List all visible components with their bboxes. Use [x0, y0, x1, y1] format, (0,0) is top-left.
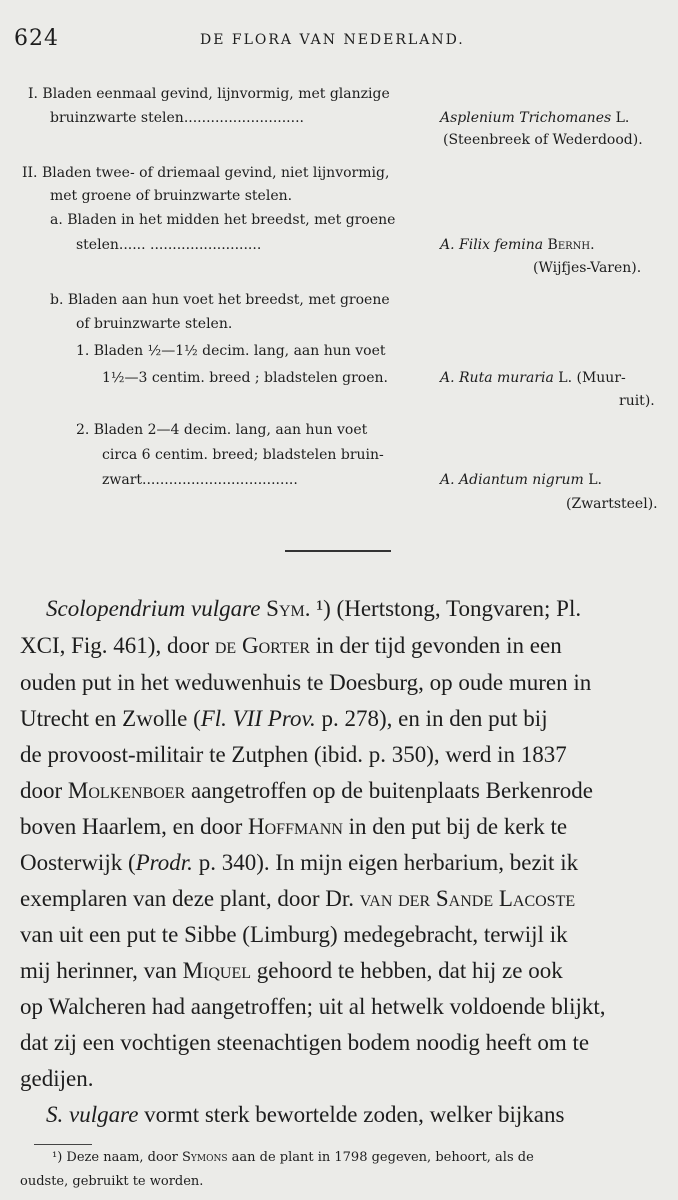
key-IIb2-line2: circa 6 centim. breed; bladstelen bruin-	[102, 447, 384, 463]
key-IIb1-line2: 1½—3 centim. breed ; bladstelen groen.	[102, 370, 388, 386]
key-IIb1-name: A. Ruta muraria L. (Muur-	[440, 370, 626, 386]
key-I-line2: bruinzwarte stelen...........................	[50, 110, 304, 126]
body-line: op Walcheren had aangetroffen; uit al hetwelk voldoende blijkt,	[20, 994, 606, 1019]
body-line: boven Haarlem, en door Hoffmann in den put bij de kerk te	[20, 814, 568, 839]
leader-dots: ...................................	[142, 472, 298, 488]
running-title: DE FLORA VAN NEDERLAND.	[200, 32, 465, 48]
key-IIb-line1: b. Bladen aan hun voet het breedst, met groene	[50, 292, 390, 308]
key-IIb-line2: of bruinzwarte stelen.	[76, 316, 233, 332]
body-line: dat zij een vochtigen steenachtigen bodem noodig heeft om te	[20, 1030, 590, 1055]
body-line: mij herinner, van Miquel gehoord te hebben, dat hij ze ook	[20, 958, 563, 983]
footnote-rule	[34, 1144, 92, 1145]
body-line: gedijen.	[20, 1066, 94, 1091]
body-line: Oosterwijk (Prodr. p. 340). In mijn eigen herbarium, bezit ik	[20, 850, 579, 875]
body-line: exemplaren van deze plant, door Dr. van der Sande Lacoste	[20, 886, 576, 911]
key-IIa-line1: a. Bladen in het midden het breedst, met groene	[50, 212, 396, 228]
key-II-line1: II. Bladen twee- of driemaal gevind, niet lijnvormig,	[22, 165, 390, 181]
footnote-line1: ¹) Deze naam, door Symons aan de plant in 1798 gegeven, behoort, als de	[52, 1150, 534, 1165]
key-IIa-common: (Wijfjes-Varen).	[533, 260, 642, 276]
key-IIb2-line1: 2. Bladen 2—4 decim. lang, aan hun voet	[76, 422, 368, 438]
key-I-common: (Steenbreek of Wederdood).	[443, 132, 643, 148]
key-I-line1: I. Bladen eenmaal gevind, lijnvormig, met glanzige	[28, 86, 390, 102]
key-IIa-line2: stelen...... .........................	[76, 237, 262, 253]
body-line: van uit een put te Sibbe (Limburg) medegebracht, terwijl ik	[20, 922, 568, 947]
body-line: Scolopendrium vulgare Sym. ¹) (Hertstong, Tongvaren; Pl.	[46, 596, 582, 621]
key-IIb1-common: ruit).	[619, 393, 655, 409]
key-IIa-name: A. Filix femina Bernh.	[440, 237, 595, 253]
leader-dots: ...........................	[183, 110, 304, 126]
key-I-name: Asplenium Trichomanes L.	[440, 110, 630, 126]
footnote-line2: oudste, gebruikt te worden.	[20, 1174, 204, 1189]
body-line: Utrecht en Zwolle (Fl. VII Prov. p. 278), en in den put bij	[20, 706, 548, 731]
body-line: ouden put in het weduwenhuis te Doesburg, op oude muren in	[20, 670, 592, 695]
section-divider	[285, 550, 391, 552]
body-line: XCI, Fig. 461), door de Gorter in der tijd gevonden in een	[20, 633, 562, 658]
body-line: S. vulgare vormt sterk bewortelde zoden, welker bijkans	[46, 1102, 565, 1127]
key-IIb2-common: (Zwartsteel).	[566, 496, 658, 512]
key-IIb2-name: A. Adiantum nigrum L.	[440, 472, 602, 488]
body-line: de provoost-militair te Zutphen (ibid. p. 350), werd in 1837	[20, 742, 567, 767]
key-II-line2: met groene of bruinzwarte stelen.	[50, 188, 293, 204]
page-number: 624	[14, 26, 59, 51]
key-IIb1-line1: 1. Bladen ½—1½ decim. lang, aan hun voet	[76, 343, 386, 359]
body-line: door Molkenboer aangetroffen op de buitenplaats Berkenrode	[20, 778, 593, 803]
key-IIb2-line3: zwart...................................	[102, 472, 298, 488]
leader-dots: ...... .........................	[118, 237, 262, 253]
